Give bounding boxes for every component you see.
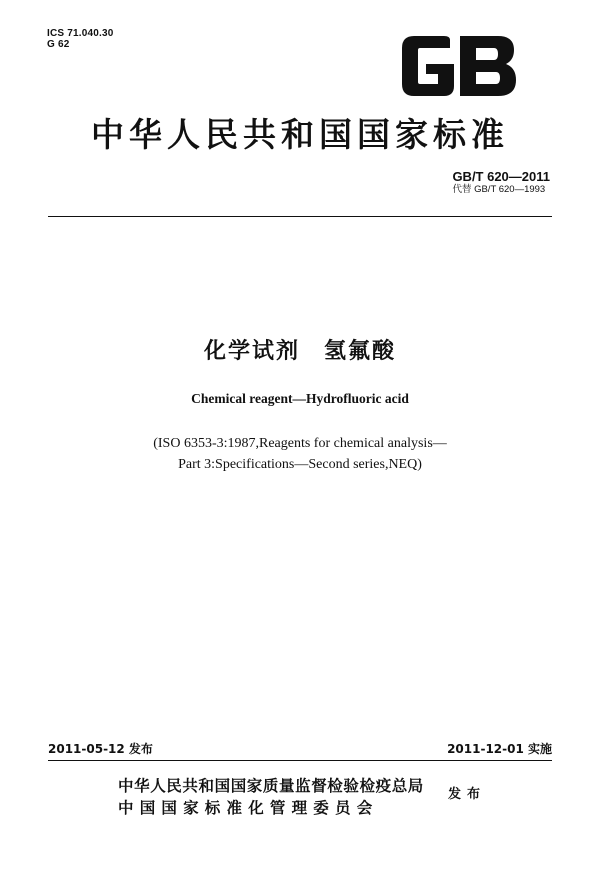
issuer-aqsiq: 中华人民共和国国家质量监督检验检疫总局	[118, 777, 424, 795]
issued-date: 2011-05-12 发布	[48, 742, 153, 756]
replaces-standard: 代替 GB/T 620—1993	[452, 184, 546, 195]
document-title-en: Chemical reagent—Hydrofluoric acid	[191, 391, 409, 406]
ccs-classification: G 62	[47, 39, 70, 50]
ics-classification: ICS 71.040.30	[47, 28, 114, 39]
implemented-date: 2011-12-01 实施	[447, 742, 552, 756]
iso-reference-line1: (ISO 6353-3:1987,Reagents for chemical analysis—	[153, 436, 447, 451]
national-standard-title: 中华人民共和国国家标准	[91, 115, 509, 154]
standard-code: GB/T 620—2011	[452, 169, 550, 184]
footer-divider	[48, 760, 552, 761]
iso-reference-line2: Part 3:Specifications—Second series,NEQ)	[178, 457, 422, 472]
gb-logo-graphic	[398, 34, 518, 98]
iso-reference	[0, 433, 600, 475]
gb-logo	[398, 34, 518, 98]
document-title-cn: 化学试剂 氢氟酸	[203, 339, 396, 364]
ics-code	[47, 28, 114, 50]
publish-label: 发布	[448, 787, 487, 802]
header-divider	[48, 216, 552, 217]
standard-code-block	[452, 169, 550, 196]
issuer-sac: 中国国家标准化管理委员会	[118, 799, 379, 817]
